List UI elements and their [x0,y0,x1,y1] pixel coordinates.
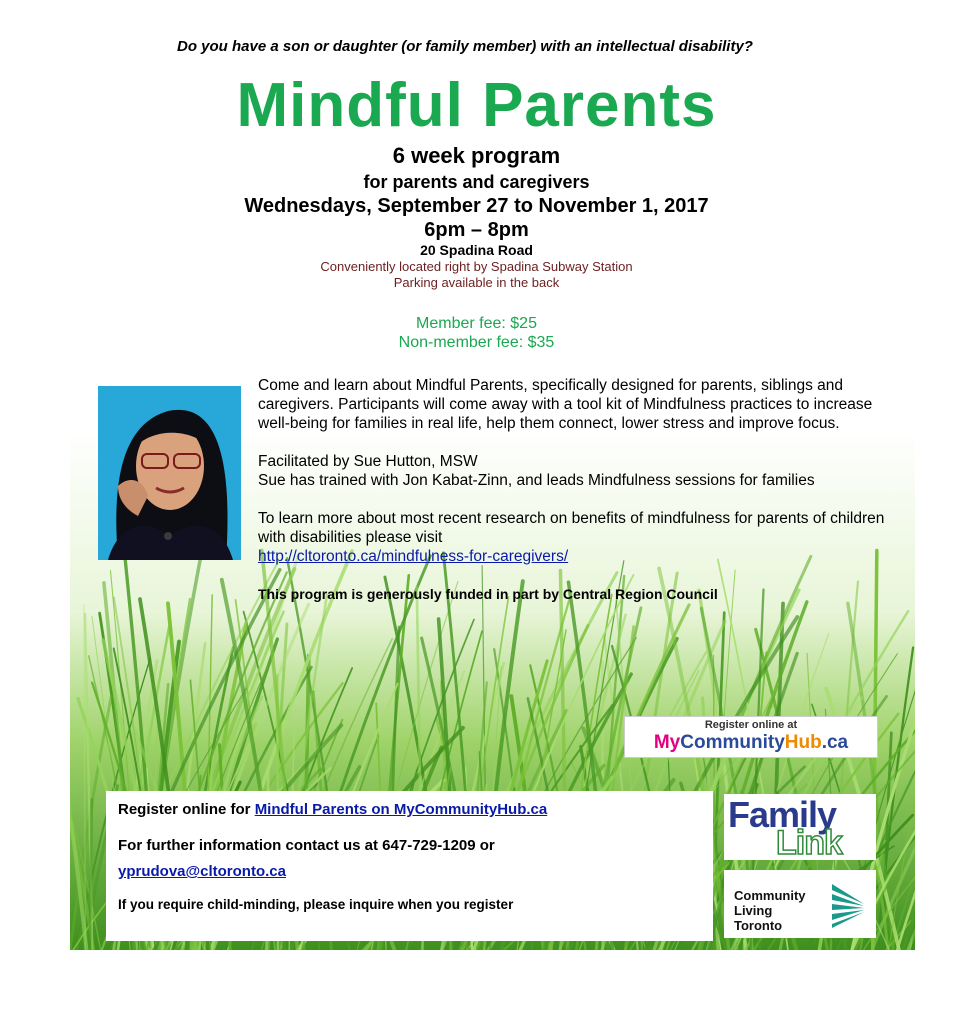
registration-box [106,791,713,941]
audience: for parents and caregivers [363,172,590,192]
tagline: Do you have a son or daughter (or family member) with an intellectual disability? [177,38,753,55]
mycommunityhub-logo [625,732,877,754]
facilitator-line-1: Facilitated by Sue Hutton, MSW [258,453,478,470]
contact-email [118,863,286,880]
location-note-parking: Parking available in the back [393,275,560,290]
email-link[interactable]: yprudova@cltoronto.ca [118,863,286,880]
dates: Wednesdays, September 27 to November 1, 2017 [244,195,709,217]
research-link[interactable]: http://cltoronto.ca/mindfulness-for-caregivers/ [258,548,569,565]
childminding-note: If you require child-minding, please inquire when you register [118,897,514,912]
hub-logo-hub: Hub [784,732,822,753]
location-note-subway: Conveniently located right by Spadina Subway Station [320,259,633,274]
research-info [258,509,888,566]
program-length: 6 week program [392,143,561,168]
clt-line-2: Living [734,903,773,918]
clt-emblem-icon [828,880,868,928]
research-text: To learn more about most recent research on benefits of mindfulness for parents of children with disabilities please visit [258,510,885,546]
clt-line-3: Toronto [734,918,783,933]
community-living-toronto-logo [724,870,876,938]
register-link[interactable]: Mindful Parents on MyCommunityHub.ca [254,801,548,818]
description: Come and learn about Mindful Parents, specifically designed for parents, siblings and caregivers. Participants will come away with a tool kit of Mindfulness practices to increase well-being for families in real life, help them connect, lower stress and improve focus. [258,377,873,432]
hub-badge-caption: Register online at [704,719,798,731]
family-link-word-family: Family [728,794,837,835]
page-title: Mindful Parents [236,71,717,140]
hub-logo-ca: .ca [821,732,849,753]
clt-line-1: Community [734,888,806,903]
funding-note: This program is generously funded in part by Central Region Council [258,586,718,602]
family-link-word-link: Link [776,824,842,862]
clt-text [734,888,806,933]
contact-line: For further information contact us at 647-729-1209 or [118,837,495,854]
non-member-fee: Non-member fee: $35 [398,334,555,351]
mycommunityhub-badge[interactable] [624,716,878,758]
address: 20 Spadina Road [420,242,533,258]
register-prefix: Register online for [118,801,255,818]
hub-logo-community: Community [680,732,785,753]
register-line [118,801,547,818]
time: 6pm – 8pm [424,219,529,241]
facilitator-line-2: Sue has trained with Jon Kabat-Zinn, and leads Mindfulness sessions for families [258,472,815,489]
member-fee: Member fee: $25 [416,315,537,332]
facilitator-photo [98,386,241,560]
facilitator-info [258,452,888,490]
body-text [258,376,888,623]
hub-logo-my: My [653,732,681,753]
family-link-logo [724,794,876,860]
